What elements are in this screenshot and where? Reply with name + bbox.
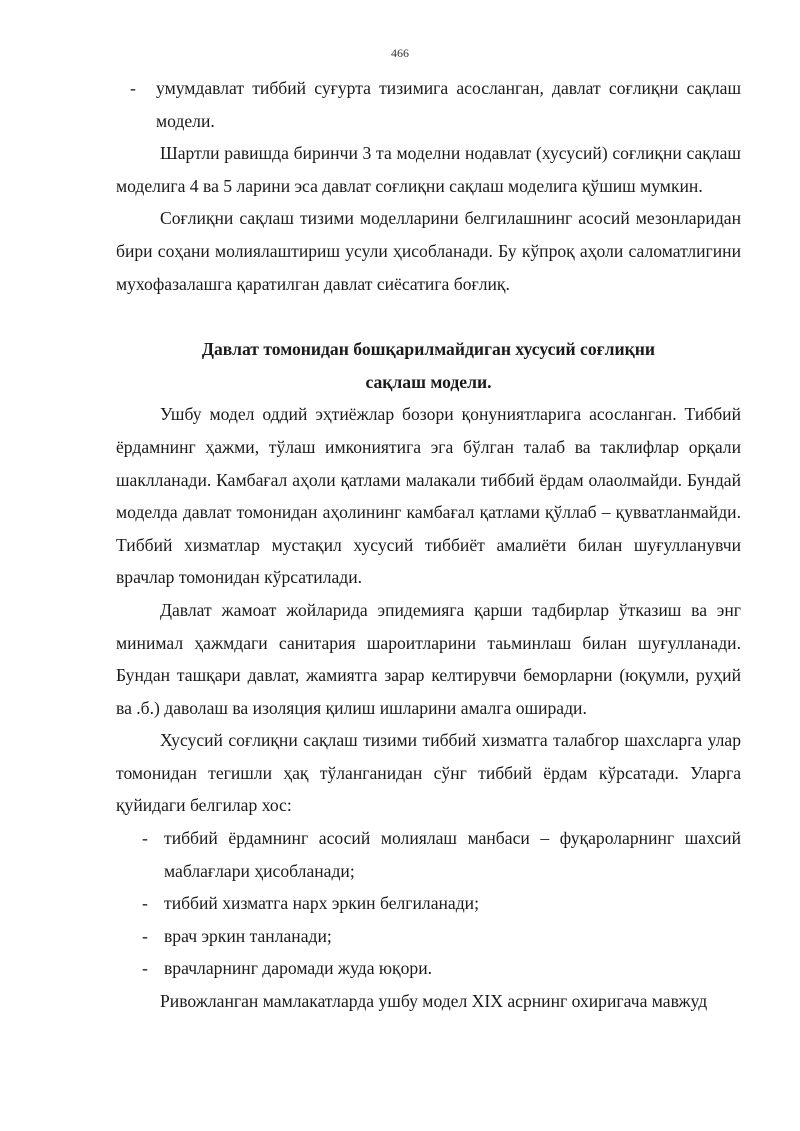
list-dash: - bbox=[142, 828, 148, 849]
list-item bbox=[116, 822, 741, 887]
heading-line: сақлаш модели. bbox=[365, 371, 492, 392]
list-item-text: умумдавлат тиббий суғурта тизимига асосланган, давлат соғлиқни сақлаш модели. bbox=[156, 78, 741, 131]
list-item-text: тиббий хизматга нарх эркин белгиланади; bbox=[164, 893, 479, 914]
list-item-text: тиббий ёрдамнинг асосий молиялаш манбаси – фуқароларнинг шахсий маблағлари ҳисобланади; bbox=[164, 828, 741, 881]
paragraph: Хусусий соғлиқни сақлаш тизими тиббий хизматга талабгор шахсларга улар томонидан тегишли ҳақ тўланганидан сўнг тиббий ёрдам кўрсатади. Уларга қуйидаги белгилар хос: bbox=[116, 730, 741, 816]
list-item bbox=[116, 887, 741, 920]
paragraph: Ушбу модел оддий эҳтиёжлар бозори қонуниятларига асосланган. Тиббий ёрдамнинг ҳажми, тўлаш имкониятига эга бўлган талаб ва таклифлар орқали шаклланади. Камбағал аҳоли қатлами малакали тиббий ёрдам олаолмайди. Бундай моделда давлат томонидан аҳолининг камбағал қатлами қўллаб – қувватланмайди. Тиббий хизматлар мустақил хусусий тиббиёт амалиёти билан шуғулланувчи врачлар томонидан кўрсатилади. bbox=[116, 404, 741, 588]
list-item bbox=[116, 952, 741, 985]
list-item bbox=[116, 920, 741, 953]
page-number: 466 bbox=[391, 46, 409, 60]
list-item-text: врач эркин танланади; bbox=[164, 925, 332, 946]
list-dash: - bbox=[142, 925, 148, 946]
section-heading bbox=[116, 333, 741, 398]
heading-line: Давлат томонидан бошқарилмайдиган хусусий соғлиқни bbox=[201, 339, 656, 360]
paragraph: Шартли равишда биринчи 3 та моделни нодавлат (хусусий) соғлиқни сақлаш моделига 4 ва 5 ларини эса давлат соғлиқни сақлаш моделига қўшиш мумкин. bbox=[116, 143, 741, 196]
list-dash: - bbox=[142, 893, 148, 914]
paragraph: Давлат жамоат жойларида эпидемияга қарши тадбирлар ўтказиш ва энг минимал ҳажмдаги санитария шароитларини таьминлаш билан шуғулланади. Бундан ташқари давлат, жамиятга зарар келтирувчи беморларни (юқумли, руҳий ва .б.) даволаш ва изоляция қилиш ишларини амалга оширади. bbox=[116, 599, 741, 718]
list-item bbox=[116, 72, 741, 137]
document-body bbox=[116, 72, 741, 1018]
paragraph: Соғлиқни сақлаш тизими моделларини белгилашнинг асосий мезонларидан бири соҳани молиялаштириш усули ҳисобланади. Бу кўпроқ аҳоли саломатлигини мухофазалашга қаратилган давлат сиёсатига боғлиқ. bbox=[116, 208, 741, 294]
paragraph: Ривожланган мамлакатларда ушбу модел XIX асрнинг охиригача мавжуд bbox=[160, 991, 708, 1012]
list-dash: - bbox=[130, 78, 136, 98]
list-item-text: врачларнинг даромади жуда юқори. bbox=[164, 958, 433, 979]
list-dash: - bbox=[142, 958, 148, 979]
